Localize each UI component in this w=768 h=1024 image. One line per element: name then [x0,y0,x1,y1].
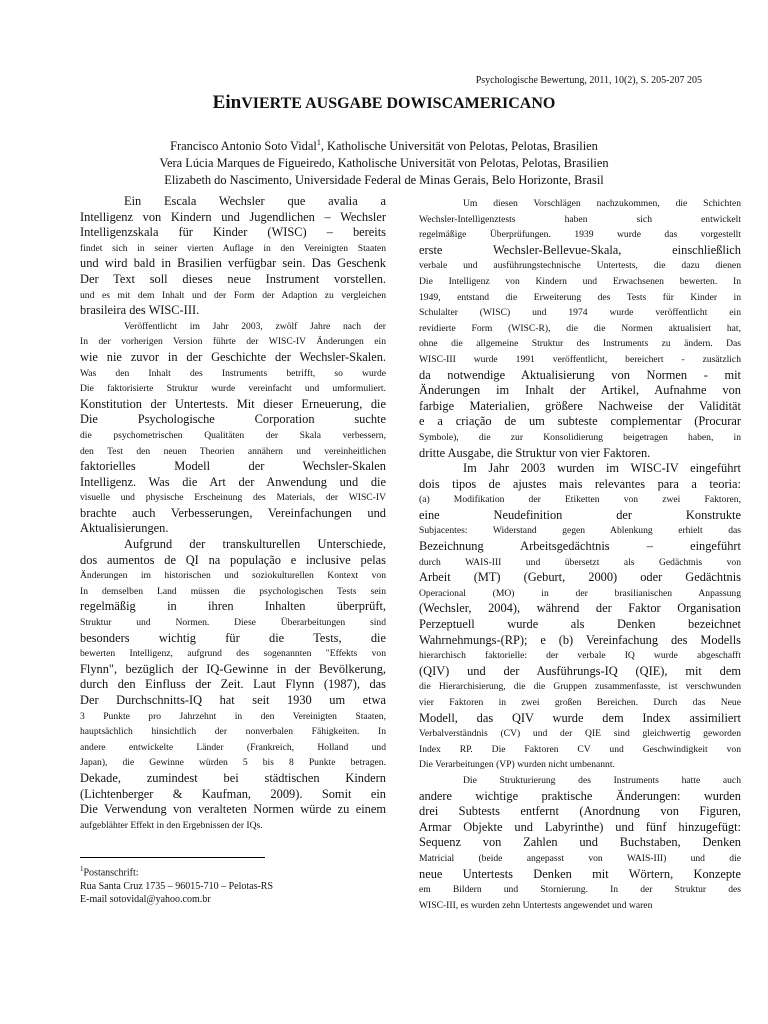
text-line: Bezeichnung Arbeitsgedächtnis – eingeführt [419,539,741,554]
footnote-marker: 1 [80,865,84,873]
text-line: Die Strukturierung des Instruments hatte auch [463,774,741,786]
text-line: dritte Ausgabe, die Struktur von vier Faktoren. [419,445,651,460]
text-line: andere wichtige praktische Änderungen: wurden [419,788,741,803]
text-line: neue Untertests Denken mit Wörtern, Konzepte [419,866,741,881]
author-affiliation: , Katholische Universität von Pelotas, Pelotas, Brasilien [320,139,598,154]
text-line: 3 Punkte pro Jahrzehnt in den Vereinigten Staaten, [80,710,386,722]
text-line: andere entwickelte Länder (Frankreich, Holland und [80,741,386,753]
text-line: Ein Escala Wechsler que avalia a [124,194,386,208]
text-line: Änderungen im Inhalt der Artikel, Aufnahme von [419,383,741,398]
text-line: regelmäßig in ihren Inhalten überprüft, [80,599,386,614]
text-line: erste Wechsler-Bellevue-Skala, einschließlich [419,242,741,257]
text-line: Die Verarbeitungen (VP) wurden nicht umbenannt. [419,759,615,771]
text-line: den Test den neuen Theorien annähern und vereinheitlichen [80,445,386,457]
author-line [0,172,768,189]
text-line: Struktur und Normen. Diese Überarbeitungen sind [80,617,386,629]
title-main: VIERTE AUSGABE DOWISCAMERICANO [241,95,556,112]
text-line: Operacional (MO) in der brasilianischen Anpassung [419,587,741,599]
text-line: Matricial (beide angepasst von WAIS-III) und die [419,852,741,864]
text-line: Konstitution der Untertests. Mit dieser Erneuerung, die [80,396,386,411]
text-line: Die Verwendung von veralteten Normen würde zu einem [80,802,386,817]
text-line: Japan), die Gewinne würden 5 bis 8 Punkte betragen. [80,757,386,769]
author-affiliation: , Universidade Federal de Minas Gerais, Belo Horizonte, Brasil [288,173,604,188]
text-line: Sequenz von Zahlen und Buchstaben, Denken [419,835,741,850]
text-line: revidierte Form (WISC-R), die die Normen aktualisiert hat, [419,322,741,334]
text-line: Armar Objekte und Labyrinthe) und fünf hinzugefügt: [419,819,741,834]
author-line [0,155,768,172]
text-line: die Hierarchisierung, die die Gruppen zusammenfasste, ist verschwunden [419,681,741,693]
text-line: Die Psychologische Corporation suchte [80,412,386,427]
footnote [80,863,273,907]
text-line: Die Intelligenz von Kindern und Erwachsenen bewerten. In [419,275,741,287]
text-line: drei Subtests entfernt (Anordnung von Figuren, [419,804,741,819]
author-list [0,134,768,189]
text-line: Um diesen Vorschlägen nachzukommen, die Schichten [463,198,741,209]
text-line: Was den Inhalt des Instruments betrifft, so wurde [80,367,386,379]
right-column [419,196,741,913]
author-affiliation: , Katholische Universität von Pelotas, Pelotas, Brasilien [331,156,609,171]
author-line [0,134,768,155]
text-line: aufgeblähter Effekt in den Ergebnissen der IQs. [80,819,263,831]
title-prefix: Ein [212,92,242,113]
text-line: durch WAIS-III und übersetzt als Gedächtnis von [419,556,741,568]
text-line: die psychometrischen Qualitäten der Skala verbessern, [80,429,386,441]
text-line: Veröffentlicht im Jahr 2003, zwölf Jahre nach der [124,320,386,332]
text-line: (Wechsler, 2004), während der Faktor Organisation [419,601,741,616]
text-line: brasileira des WISC-III. [80,303,200,318]
left-column [80,194,386,833]
text-line: Wechsler-Intelligenztests haben sich entwickelt [419,213,741,225]
footnote-heading-line [80,863,273,880]
text-line: (QIV) und der Ausführungs-IQ (QIE), mit dem [419,663,741,678]
text-line: visuelle und physische Erscheinung des Materials, der WISC-IV [80,492,386,504]
footnote-heading: Postanschrift: [83,867,139,879]
text-line: In demselben Land müssen die psychologischen Tests sein [80,585,386,597]
text-line: e a criação de um subteste complementar (Procurar [419,414,741,429]
text-line: und wird bald in Brasilien verfügbar sein. Das Geschenk [80,256,386,271]
text-line: da notwendige Aktualisierung von Normen - mit [419,367,741,382]
text-line: Symbole), die zur Konsolidierung beigetragen haben, in [419,431,741,443]
text-line: regelmäßige Überprüfungen. 1939 wurde das vorgestellt [419,229,741,241]
text-line: Perzeptuell wurde als Denken bezeichnet [419,617,741,632]
text-line: (a) Modifikation der Etiketten von zwei Faktoren, [419,494,741,506]
text-line: Der Text soll dieses neue Instrument vorstellen. [80,271,386,286]
footnote-divider [80,857,265,858]
text-line: besonders wichtig für die Tests, die [80,630,386,645]
text-line: Aktualisierungen. [80,521,169,536]
text-line: Änderungen im historischen und soziokulturellen Kontext von [80,570,386,582]
text-line: Flynn", bezüglich der IQ-Gewinne in der Bevölkerung, [80,661,386,676]
text-line: wie nie zuvor in der Geschichte der Wechsler-Skalen. [80,349,386,364]
text-line: Aufgrund der transkulturellen Unterschiede, [124,537,386,552]
text-line: hierarchisch faktorielle: der verbale IQ wurde abgeschafft [419,650,741,662]
text-line: Der Durchschnitts-IQ hat seit 1930 um etwa [80,693,386,707]
footnote-address: Rua Santa Cruz 1735 – 96015-710 – Pelotas-RS [80,880,274,892]
text-line: (Lichtenberger & Kaufman, 2009). Somit ein [80,786,386,801]
text-line: em Bildern und Stornierung. In der Struktur des [419,884,741,896]
text-line: vier Faktoren in zwei großen Bereichen. Durch das Neue [419,697,741,708]
article-title [0,92,768,114]
text-line: WISC-III, es wurden zehn Untertests angewendet und waren [419,899,653,911]
text-line: brachte auch Verbesserungen, Vereinfachungen und [80,505,386,520]
text-line: bewerten Intelligenz, aufgrund des sogenannten "Effekts von [80,648,386,660]
text-line: Im Jahr 2003 wurden im WISC-IV eingeführt [463,461,741,476]
text-line: und es mit dem Inhalt und der Form der Adaption zu vergleichen [80,289,386,301]
text-line: Modell, das QIV wurde dem Index assimiliert [419,710,741,725]
text-line: Die faktorisierte Struktur wurde vereinfacht und umformuliert. [80,383,386,395]
text-line: dois tipos de ajustes mais relevantes para a teoria: [419,476,741,491]
text-line: WISC-III wurde 1991 veröffentlicht, bereichert - zusätzlich [419,353,741,365]
text-line: verbale und ausführungstechnische Untertests, die dazu dienen [419,260,741,272]
text-line: Wahrnehmungs-(RP); e (b) Vereinfachung des Modells [419,632,741,647]
text-line: Intelligenzskala für Kinder (WISC) – bereits [80,225,386,240]
text-line: In der vorherigen Version führte der WISC-IV Änderungen ein [80,336,386,348]
author-name: Francisco Antonio Soto Vidal [170,139,317,154]
text-line: dos aumentos de QI na população e inclusive pelas [80,552,386,567]
text-line: farbige Materialien, größere Nachweise der Validität [419,398,741,413]
text-line: faktorielles Modell der Wechsler-Skalen [80,459,386,474]
author-name: Elizabeth do Nascimento [164,173,289,188]
text-line: Intelligenz von Kindern und Jugendlichen – Wechsler [80,209,386,224]
text-line: ohne die allgemeine Struktur des Instruments zu ändern. Das [419,338,741,350]
author-name: Vera Lúcia Marques de Figueiredo [159,156,332,171]
footnote-email: E-mail sotovidal@yahoo.com.br [80,894,211,906]
footnote-marker: 1 [316,138,321,147]
text-line: Subjacentes: Widerstand gegen Ablenkung erhielt das [419,525,741,537]
text-line: Verbalverständnis (CV) und der QIE sind gleichwertig geworden [419,728,741,740]
journal-citation: Psychologische Bewertung, 2011, 10(2), S. 205-207 205 [475,75,702,86]
text-line: durch den Einfluss der Zeit. Laut Flynn (1987), das [80,677,386,692]
text-line: Dekade, zumindest bei städtischen Kindern [80,770,386,785]
text-line: findet sich in seiner vierten Auflage in den Vereinigten Staaten [80,242,386,254]
text-line: Intelligenz. Was die Art der Anwendung und die [80,474,386,489]
text-line: Arbeit (MT) (Geburt, 2000) oder Gedächtnis [419,570,741,585]
text-line: 1949, entstand die Erweiterung des Tests für Kinder in [419,291,741,303]
text-line: hauptsächlich hinsichtlich der nonverbalen Fähigkeiten. In [80,726,386,738]
text-line: eine Neudefinition der Konstrukte [419,507,741,522]
text-line: Schulalter (WISC) und 1974 wurde veröffentlicht ein [419,307,741,319]
text-line: Index RP. Die Faktoren CV und Geschwindigkeit von [419,743,741,755]
